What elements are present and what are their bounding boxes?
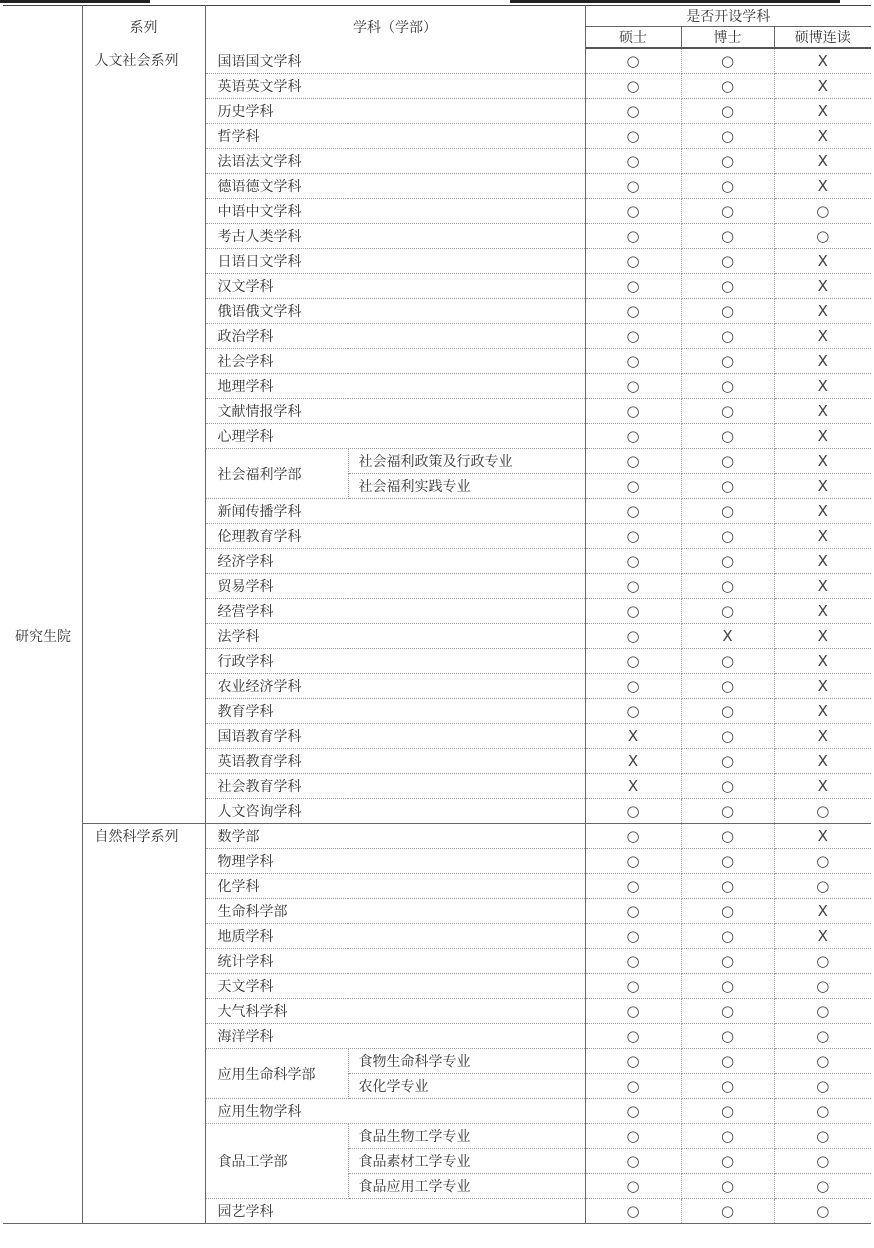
subject-name: 文献情报学科 <box>205 399 585 424</box>
subject-name: 社会教育学科 <box>205 774 585 799</box>
combined-mark: X <box>774 824 871 849</box>
master-mark: ○ <box>585 674 681 699</box>
doctor-mark: ○ <box>681 1049 774 1074</box>
master-mark: ○ <box>585 249 681 274</box>
doctor-mark: ○ <box>681 324 774 349</box>
doctor-mark: ○ <box>681 1099 774 1124</box>
combined-mark: ○ <box>774 949 871 974</box>
doctor-mark: ○ <box>681 474 774 499</box>
master-mark: ○ <box>585 299 681 324</box>
combined-mark: X <box>774 599 871 624</box>
combined-mark: X <box>774 474 871 499</box>
subject-name: 大气科学科 <box>205 999 585 1024</box>
subject-name: 贸易学科 <box>205 574 585 599</box>
subject-name: 社会学科 <box>205 349 585 374</box>
combined-mark: X <box>774 449 871 474</box>
combined-mark: ○ <box>774 1149 871 1174</box>
major-name: 食品生物工学专业 <box>348 1124 585 1149</box>
combined-mark: X <box>774 699 871 724</box>
doctor-mark: ○ <box>681 974 774 999</box>
combined-mark: ○ <box>774 849 871 874</box>
combined-mark: ○ <box>774 1024 871 1049</box>
combined-mark: X <box>774 274 871 299</box>
table-row <box>3 48 871 74</box>
doctor-mark: ○ <box>681 99 774 124</box>
master-mark: ○ <box>585 1174 681 1199</box>
combined-mark: X <box>774 649 871 674</box>
combined-mark: X <box>774 899 871 924</box>
doctor-mark: ○ <box>681 949 774 974</box>
doctor-mark: ○ <box>681 1149 774 1174</box>
doctor-mark: ○ <box>681 424 774 449</box>
combined-mark: X <box>774 99 871 124</box>
doctor-mark: ○ <box>681 124 774 149</box>
combined-mark: X <box>774 724 871 749</box>
master-mark: ○ <box>585 474 681 499</box>
master-mark: ○ <box>585 1024 681 1049</box>
combined-mark: ○ <box>774 974 871 999</box>
subject-name: 政治学科 <box>205 324 585 349</box>
subject-name: 德语德文学科 <box>205 174 585 199</box>
master-mark: X <box>585 749 681 774</box>
master-mark: ○ <box>585 699 681 724</box>
doctor-mark: ○ <box>681 74 774 99</box>
master-mark: ○ <box>585 1199 681 1224</box>
master-mark: ○ <box>585 74 681 99</box>
doctor-mark: ○ <box>681 799 774 824</box>
subject-name: 物理学科 <box>205 849 585 874</box>
combined-mark: ○ <box>774 1049 871 1074</box>
subject-name: 经营学科 <box>205 599 585 624</box>
doctor-mark: ○ <box>681 299 774 324</box>
master-mark: ○ <box>585 499 681 524</box>
master-mark: ○ <box>585 1149 681 1174</box>
master-mark: ○ <box>585 199 681 224</box>
header-doctor: 博士 <box>681 27 774 49</box>
combined-mark: X <box>774 149 871 174</box>
doctor-mark: ○ <box>681 574 774 599</box>
major-name: 食品素材工学专业 <box>348 1149 585 1174</box>
combined-mark: X <box>774 299 871 324</box>
doctor-mark: X <box>681 624 774 649</box>
cropped-heading-fragment <box>0 0 150 3</box>
header-series: 系列 <box>82 6 205 49</box>
doctor-mark: ○ <box>681 874 774 899</box>
master-mark: ○ <box>585 899 681 924</box>
subject-name: 中语中文学科 <box>205 199 585 224</box>
subject-name: 俄语俄文学科 <box>205 299 585 324</box>
combined-mark: X <box>774 624 871 649</box>
combined-mark: X <box>774 48 871 74</box>
doctor-mark: ○ <box>681 499 774 524</box>
combined-mark: X <box>774 549 871 574</box>
subject-name: 国语国文学科 <box>205 48 585 74</box>
doctor-mark: ○ <box>681 374 774 399</box>
combined-mark: X <box>774 74 871 99</box>
doctor-mark: ○ <box>681 224 774 249</box>
subject-name: 食品工学部 <box>205 1124 348 1199</box>
subject-name: 地理学科 <box>205 374 585 399</box>
combined-mark: ○ <box>774 999 871 1024</box>
doctor-mark: ○ <box>681 924 774 949</box>
master-mark: ○ <box>585 524 681 549</box>
combined-mark: X <box>774 249 871 274</box>
master-mark: ○ <box>585 924 681 949</box>
degree-programs-table <box>3 5 871 1224</box>
doctor-mark: ○ <box>681 249 774 274</box>
doctor-mark: ○ <box>681 1024 774 1049</box>
doctor-mark: ○ <box>681 899 774 924</box>
master-mark: ○ <box>585 48 681 74</box>
doctor-mark: ○ <box>681 549 774 574</box>
major-name: 社会福利政策及行政专业 <box>348 449 585 474</box>
doctor-mark: ○ <box>681 449 774 474</box>
master-mark: X <box>585 774 681 799</box>
combined-mark: X <box>774 424 871 449</box>
subject-name: 汉文学科 <box>205 274 585 299</box>
subject-name: 经济学科 <box>205 549 585 574</box>
doctor-mark: ○ <box>681 349 774 374</box>
doctor-mark: ○ <box>681 599 774 624</box>
subject-name: 人文咨询学科 <box>205 799 585 824</box>
master-mark: ○ <box>585 549 681 574</box>
header-blank <box>3 6 82 49</box>
doctor-mark: ○ <box>681 699 774 724</box>
combined-mark: X <box>774 349 871 374</box>
combined-mark: X <box>774 124 871 149</box>
combined-mark: ○ <box>774 874 871 899</box>
major-name: 农化学专业 <box>348 1074 585 1099</box>
master-mark: ○ <box>585 124 681 149</box>
combined-mark: ○ <box>774 1099 871 1124</box>
doctor-mark: ○ <box>681 1124 774 1149</box>
doctor-mark: ○ <box>681 399 774 424</box>
master-mark: ○ <box>585 874 681 899</box>
subject-name: 社会福利学部 <box>205 449 348 499</box>
master-mark: ○ <box>585 949 681 974</box>
subject-name: 历史学科 <box>205 99 585 124</box>
subject-name: 哲学科 <box>205 124 585 149</box>
master-mark: ○ <box>585 324 681 349</box>
combined-mark: ○ <box>774 1199 871 1224</box>
doctor-mark: ○ <box>681 824 774 849</box>
master-mark: ○ <box>585 174 681 199</box>
master-mark: ○ <box>585 374 681 399</box>
subject-name: 日语日文学科 <box>205 249 585 274</box>
master-mark: ○ <box>585 574 681 599</box>
subject-name: 化学科 <box>205 874 585 899</box>
subject-name: 应用生物学科 <box>205 1099 585 1124</box>
doctor-mark: ○ <box>681 199 774 224</box>
combined-mark: ○ <box>774 1174 871 1199</box>
master-mark: ○ <box>585 224 681 249</box>
subject-name: 考古人类学科 <box>205 224 585 249</box>
subject-name: 心理学科 <box>205 424 585 449</box>
master-mark: ○ <box>585 999 681 1024</box>
combined-mark: X <box>774 749 871 774</box>
doctor-mark: ○ <box>681 774 774 799</box>
master-mark: ○ <box>585 449 681 474</box>
combined-mark: X <box>774 574 871 599</box>
subject-name: 行政学科 <box>205 649 585 674</box>
master-mark: ○ <box>585 149 681 174</box>
doctor-mark: ○ <box>681 1074 774 1099</box>
major-name: 社会福利实践专业 <box>348 474 585 499</box>
institution-label: 研究生院 <box>3 48 82 1224</box>
subject-name: 法语法文学科 <box>205 149 585 174</box>
doctor-mark: ○ <box>681 1199 774 1224</box>
master-mark: ○ <box>585 424 681 449</box>
doctor-mark: ○ <box>681 524 774 549</box>
doctor-mark: ○ <box>681 674 774 699</box>
combined-mark: ○ <box>774 1124 871 1149</box>
combined-mark: X <box>774 524 871 549</box>
master-mark: ○ <box>585 824 681 849</box>
combined-mark: X <box>774 774 871 799</box>
doctor-mark: ○ <box>681 1174 774 1199</box>
master-mark: ○ <box>585 1049 681 1074</box>
doctor-mark: ○ <box>681 724 774 749</box>
cropped-heading-fragment <box>510 0 840 3</box>
doctor-mark: ○ <box>681 649 774 674</box>
master-mark: X <box>585 724 681 749</box>
doctor-mark: ○ <box>681 849 774 874</box>
combined-mark: X <box>774 374 871 399</box>
major-name: 食物生命科学专业 <box>348 1049 585 1074</box>
table-row <box>3 824 871 849</box>
subject-name: 国语教育学科 <box>205 724 585 749</box>
combined-mark: X <box>774 924 871 949</box>
master-mark: ○ <box>585 624 681 649</box>
subject-name: 数学部 <box>205 824 585 849</box>
doctor-mark: ○ <box>681 999 774 1024</box>
combined-mark: X <box>774 399 871 424</box>
master-mark: ○ <box>585 799 681 824</box>
master-mark: ○ <box>585 1124 681 1149</box>
combined-mark: X <box>774 324 871 349</box>
series-label: 人文社会系列 <box>82 48 205 824</box>
subject-name: 统计学科 <box>205 949 585 974</box>
doctor-mark: ○ <box>681 149 774 174</box>
master-mark: ○ <box>585 349 681 374</box>
subject-name: 生命科学部 <box>205 899 585 924</box>
master-mark: ○ <box>585 399 681 424</box>
header-subject: 学科（学部） <box>205 6 585 49</box>
doctor-mark: ○ <box>681 48 774 74</box>
subject-name: 海洋学科 <box>205 1024 585 1049</box>
doctor-mark: ○ <box>681 274 774 299</box>
subject-name: 教育学科 <box>205 699 585 724</box>
header-master: 硕士 <box>585 27 681 49</box>
combined-mark: X <box>774 499 871 524</box>
master-mark: ○ <box>585 974 681 999</box>
subject-name: 农业经济学科 <box>205 674 585 699</box>
subject-name: 英语教育学科 <box>205 749 585 774</box>
master-mark: ○ <box>585 1099 681 1124</box>
subject-name: 应用生命科学部 <box>205 1049 348 1099</box>
master-mark: ○ <box>585 274 681 299</box>
master-mark: ○ <box>585 99 681 124</box>
combined-mark: ○ <box>774 199 871 224</box>
combined-mark: X <box>774 174 871 199</box>
combined-mark: ○ <box>774 224 871 249</box>
master-mark: ○ <box>585 599 681 624</box>
master-mark: ○ <box>585 849 681 874</box>
subject-name: 法学科 <box>205 624 585 649</box>
table-body <box>3 48 871 1224</box>
master-mark: ○ <box>585 1074 681 1099</box>
combined-mark: X <box>774 674 871 699</box>
subject-name: 地质学科 <box>205 924 585 949</box>
major-name: 食品应用工学专业 <box>348 1174 585 1199</box>
doctor-mark: ○ <box>681 174 774 199</box>
subject-name: 伦理教育学科 <box>205 524 585 549</box>
subject-name: 英语英文学科 <box>205 74 585 99</box>
subject-name: 新闻传播学科 <box>205 499 585 524</box>
subject-name: 园艺学科 <box>205 1199 585 1224</box>
combined-mark: ○ <box>774 799 871 824</box>
doctor-mark: ○ <box>681 749 774 774</box>
header-combined: 硕博连读 <box>774 27 871 49</box>
combined-mark: ○ <box>774 1074 871 1099</box>
header-offered: 是否开设学科 <box>585 6 871 27</box>
master-mark: ○ <box>585 649 681 674</box>
subject-name: 天文学科 <box>205 974 585 999</box>
series-label: 自然科学系列 <box>82 824 205 1224</box>
